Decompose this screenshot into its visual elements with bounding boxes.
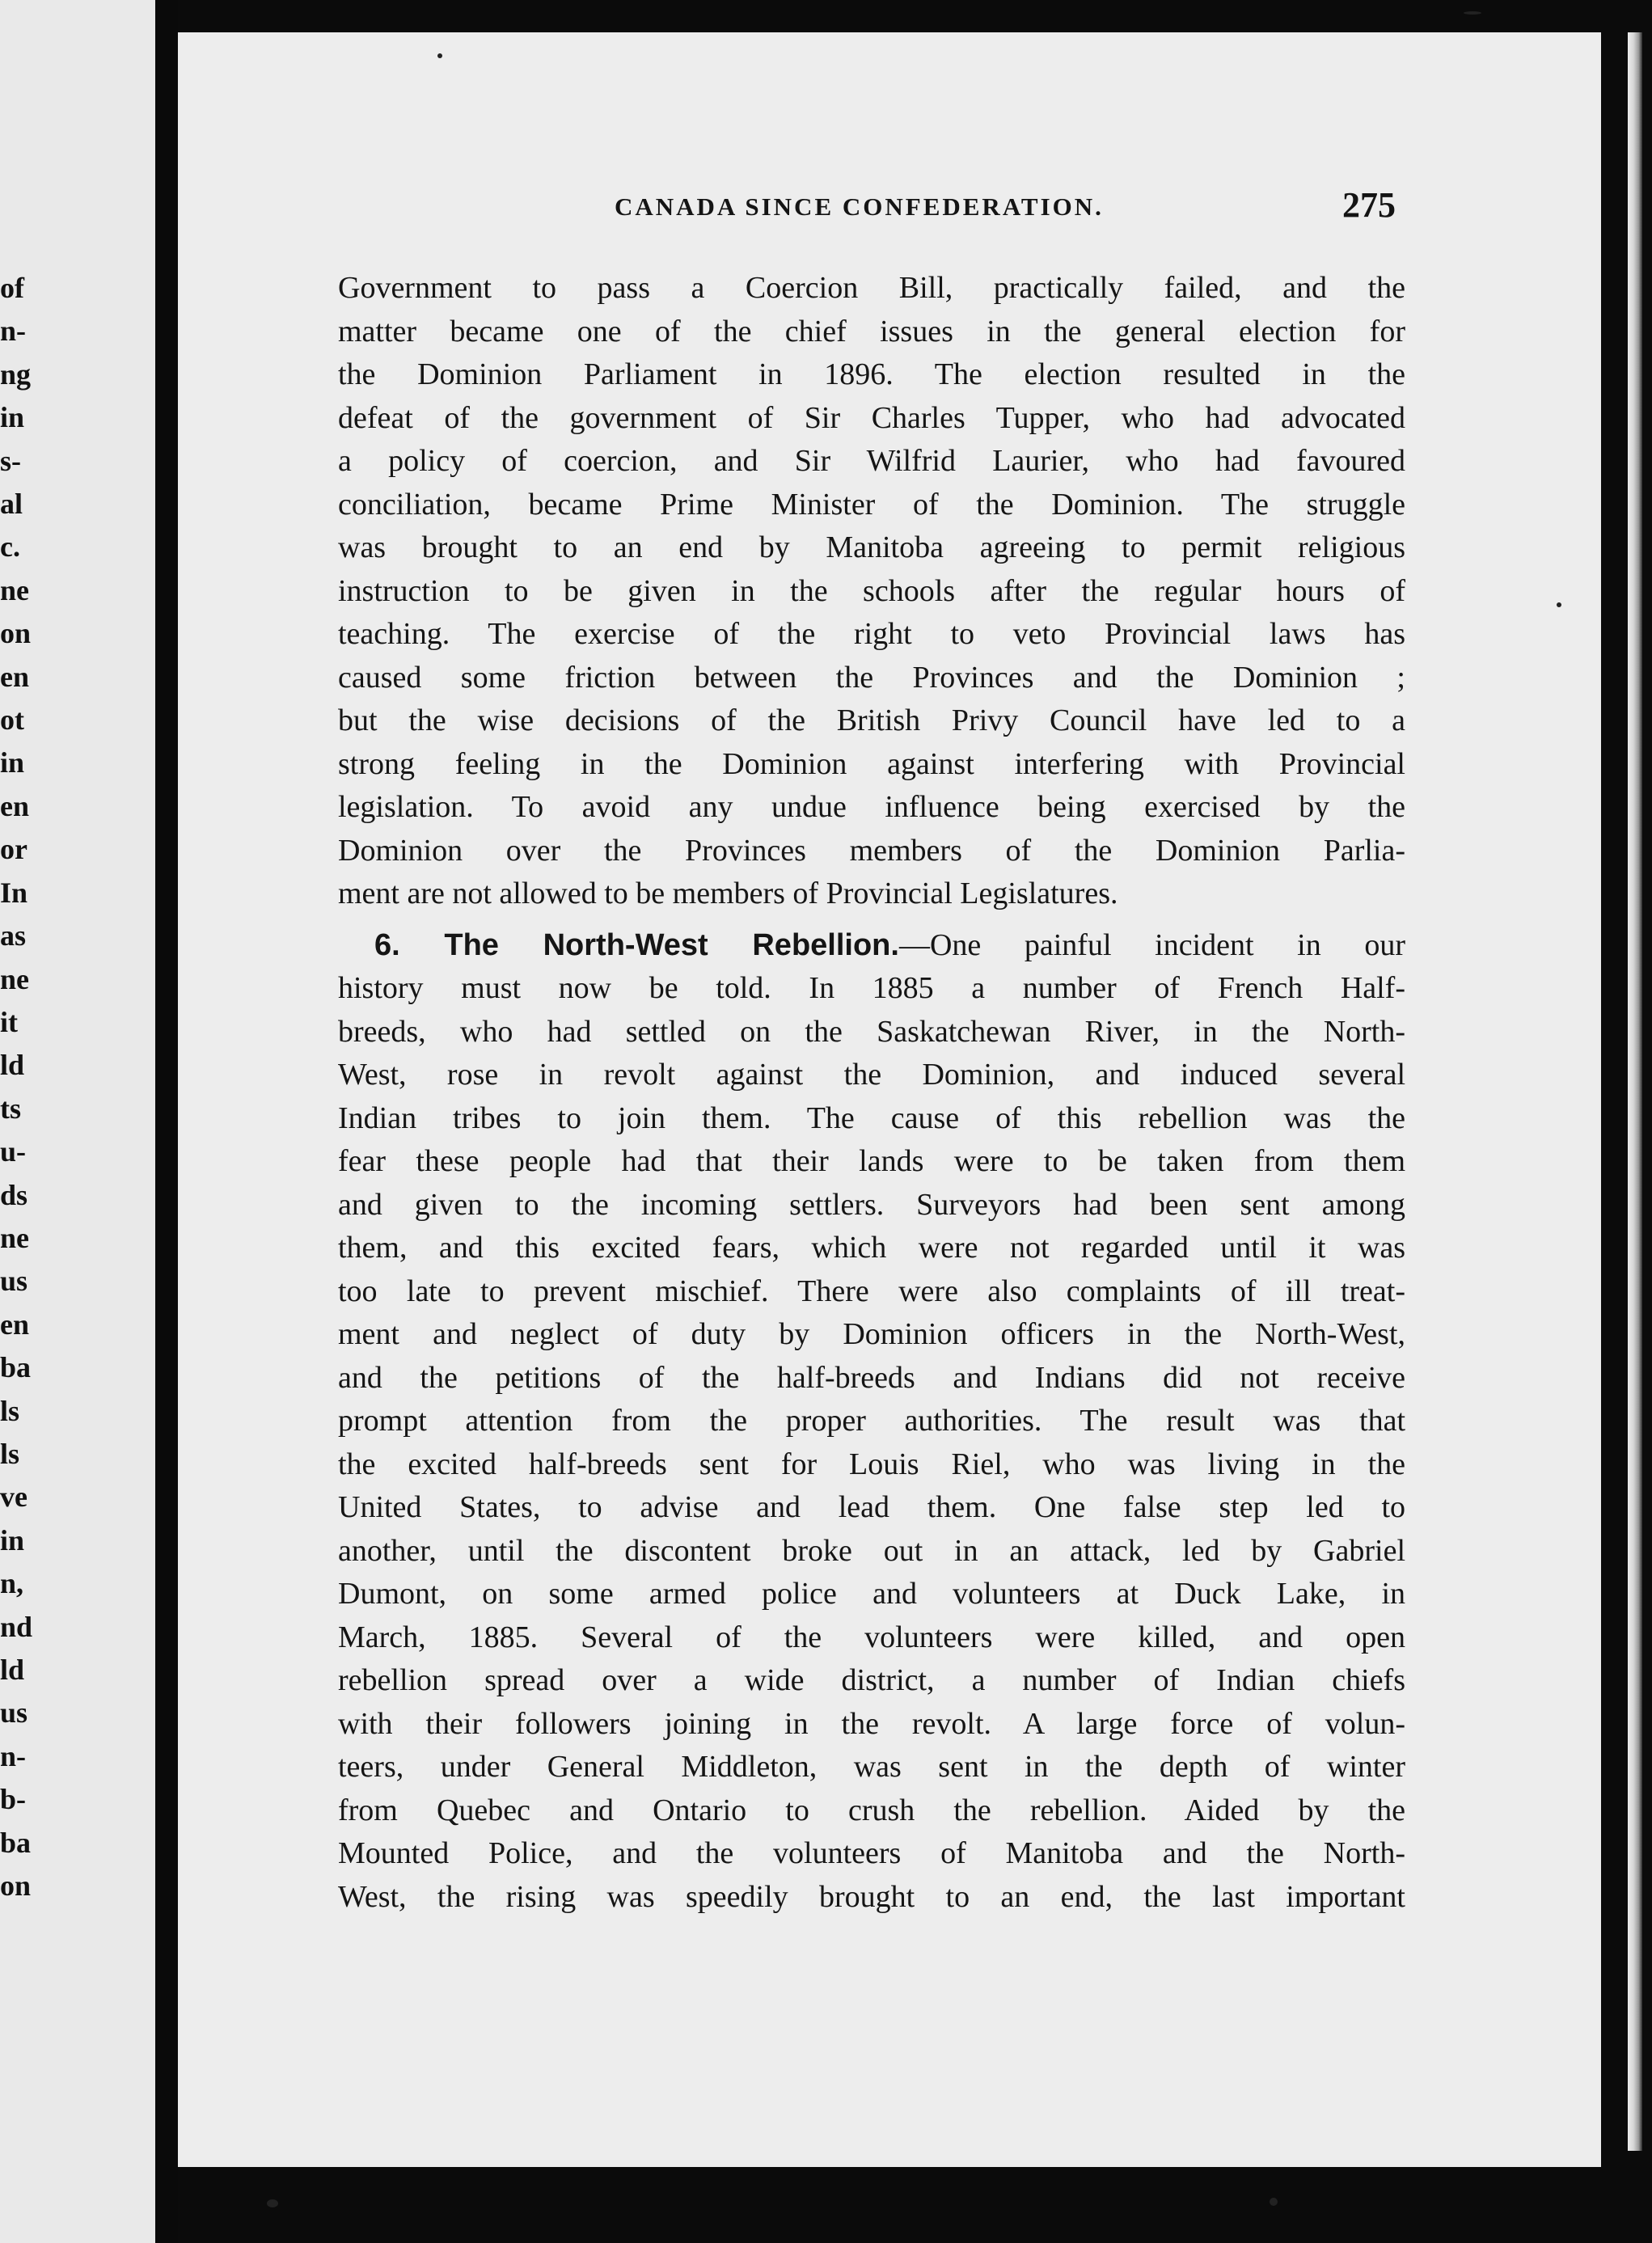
previous-page-fragment: n- <box>0 1739 27 1772</box>
running-head: CANADA SINCE CONFEDERATION. <box>615 192 1104 221</box>
text-line: instruction to be given in the schools after the regular hours of <box>338 573 1405 608</box>
text-line: conciliation, became Prime Minister of the Dominion. The struggle <box>338 487 1405 522</box>
previous-page-fragment: ts <box>0 1092 21 1125</box>
previous-page-fragment: in <box>0 401 25 434</box>
text-line: the excited half-breeds sent for Louis Riel, who was living in the <box>338 1447 1405 1481</box>
previous-page-fragment: ve <box>0 1481 27 1514</box>
text-line: March, 1885. Several of the volunteers were killed, and open <box>338 1620 1405 1654</box>
text-line: and the petitions of the half-breeds and Indians did not receive <box>338 1360 1405 1395</box>
text-line: with their followers joining in the revolt. A large force of volun- <box>338 1706 1405 1741</box>
previous-page-fragment: of <box>0 272 24 304</box>
text-line: matter became one of the chief issues in the general election for <box>338 314 1405 348</box>
text-line: Government to pass a Coercion Bill, practically failed, and the <box>338 271 1405 305</box>
text-line: West, the rising was speedily brought to an end, the last important <box>338 1879 1405 1914</box>
previous-page-fragment: n- <box>0 315 27 348</box>
scan-speck <box>1270 2198 1278 2206</box>
previous-page-fragment: ba <box>0 1826 32 1859</box>
text-line: ment and neglect of duty by Dominion officers in the North-West, <box>338 1317 1405 1351</box>
text-line: legislation. To avoid any undue influence being exercised by the <box>338 790 1405 824</box>
text-line: a policy of coercion, and Sir Wilfrid Laurier, who had favoured <box>338 444 1405 478</box>
previous-page-fragment: nd <box>0 1610 33 1643</box>
scan-bottom-border <box>178 2167 1652 2243</box>
previous-page-fragment: ba <box>0 1351 32 1384</box>
text-line: rebellion spread over a wide district, a number of Indian chiefs <box>338 1663 1405 1697</box>
previous-page-fragment: ot <box>0 703 24 737</box>
book-gutter <box>155 0 178 2243</box>
previous-page-text-fragments <box>0 267 49 1907</box>
previous-page-fragment: al <box>0 488 23 521</box>
section-first-line <box>338 924 1405 968</box>
previous-page-fragment: on <box>0 617 32 650</box>
text-line: teers, under General Middleton, was sent in the depth of winter <box>338 1750 1405 1784</box>
text-line: them, and this excited fears, which were not regarded until it was <box>338 1231 1405 1265</box>
text-line: strong feeling in the Dominion against interfering with Provincial <box>338 746 1405 781</box>
previous-page-fragment: en <box>0 1307 29 1341</box>
page-edge-shadow <box>1628 32 1642 2151</box>
previous-page-fragment: ne <box>0 1221 29 1254</box>
page-number: 275 <box>1342 185 1396 225</box>
previous-page-fragment: ne <box>0 573 29 606</box>
previous-page-fragment: n, <box>0 1567 24 1600</box>
previous-page-fragment: in <box>0 1523 25 1557</box>
previous-page-fragment: b- <box>0 1783 27 1816</box>
previous-page-fragment: as <box>0 919 27 953</box>
previous-page-fragment: us <box>0 1265 28 1298</box>
previous-page-fragment: en <box>0 660 29 693</box>
previous-page-fragment: ld <box>0 1654 25 1686</box>
previous-page-fragment: in <box>0 746 25 779</box>
previous-page-fragment: c. <box>0 530 20 564</box>
text-line: teaching. The exercise of the right to veto Provincial laws has <box>338 617 1405 651</box>
text-line: the Dominion Parliament in 1896. The election resulted in the <box>338 357 1405 391</box>
text-line: Dumont, on some armed police and volunteers at Duck Lake, in <box>338 1577 1405 1611</box>
text-line: fear these people had that their lands were to be taken from them <box>338 1144 1405 1178</box>
text-line: prompt attention from the proper authorities. The result was that <box>338 1404 1405 1438</box>
previous-page-fragment: ne <box>0 962 29 995</box>
previous-page-fragment: us <box>0 1696 28 1730</box>
text-line: ment are not allowed to be members of Provincial Legislatures. <box>338 877 1118 910</box>
text-line: defeat of the government of Sir Charles Tupper, who had advocated <box>338 400 1405 435</box>
text-line: United States, to advise and lead them. One false step led to <box>338 1490 1405 1524</box>
text-line: caused some friction between the Provinces and the Dominion ; <box>338 660 1405 695</box>
text-line: another, until the discontent broke out in an attack, led by Gabriel <box>338 1533 1405 1568</box>
text-line: but the wise decisions of the British Privy Council have led to a <box>338 703 1405 737</box>
previous-page-fragment: or <box>0 833 27 866</box>
previous-page-fragment: ls <box>0 1437 20 1470</box>
previous-page-fragment: s- <box>0 444 21 477</box>
text-line: Mounted Police, and the volunteers of Manitoba and the North- <box>338 1836 1405 1870</box>
page-body <box>338 267 1405 1919</box>
previous-page-fragment: In <box>0 876 28 909</box>
previous-page-fragment: ls <box>0 1394 20 1427</box>
text-line: history must now be told. In 1885 a number of French Half- <box>338 971 1405 1005</box>
section-first-line-text: —One painful incident in our <box>898 927 1405 962</box>
text-line: Indian tribes to join them. The cause of this rebellion was the <box>338 1100 1405 1135</box>
previous-page-edge <box>0 0 155 2243</box>
previous-page-fragment: ds <box>0 1178 28 1211</box>
text-line: too late to prevent mischief. There were also complaints of ill treat- <box>338 1274 1405 1308</box>
text-line: from Quebec and Ontario to crush the rebellion. Aided by the <box>338 1793 1405 1827</box>
scan-speck <box>267 2199 278 2207</box>
text-line: breeds, who had settled on the Saskatchewan River, in the North- <box>338 1014 1405 1049</box>
text-line: was brought to an end by Manitoba agreeing to permit religious <box>338 530 1405 564</box>
scan-speck <box>1464 11 1481 15</box>
section-north-west-rebellion <box>338 924 1405 1920</box>
paragraph-coercion <box>338 267 1405 916</box>
previous-page-fragment: it <box>0 1005 18 1038</box>
previous-page-fragment: ld <box>0 1049 25 1082</box>
previous-page-fragment: u- <box>0 1135 27 1168</box>
previous-page-fragment: ng <box>0 357 32 391</box>
previous-page-fragment: on <box>0 1869 32 1903</box>
scan-speck <box>1557 602 1561 607</box>
previous-page-fragment: en <box>0 789 29 822</box>
text-line: West, rose in revolt against the Dominion, and induced several <box>338 1058 1405 1092</box>
section-heading: 6. The North-West Rebellion. <box>374 927 899 962</box>
text-line: and given to the incoming settlers. Surveyors had been sent among <box>338 1187 1405 1222</box>
scan-speck <box>437 53 442 58</box>
text-line: Dominion over the Provinces members of the Dominion Parlia- <box>338 833 1405 868</box>
